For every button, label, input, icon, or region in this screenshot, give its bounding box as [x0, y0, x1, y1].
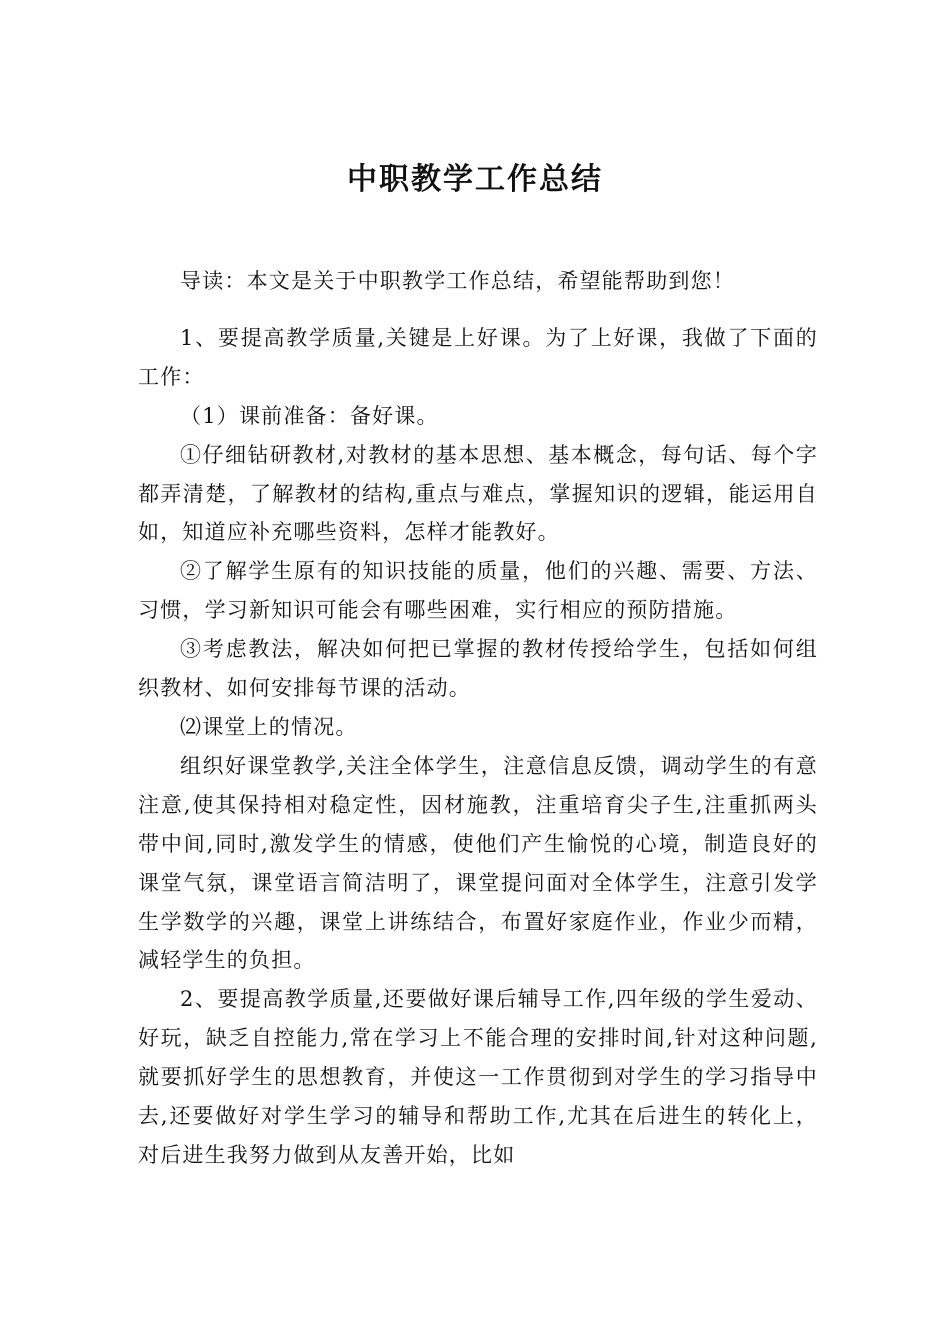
paragraph-subsection-1: （1）课前准备：备好课。 [180, 403, 439, 428]
paragraph-item-3: ③考虑教法，解决如何把已掌握的教材传授给学生，包括如何组织教材、如何安排每节课的活动。 [138, 637, 818, 701]
document-title: 中职教学工作总结 [347, 162, 603, 197]
paragraph-item-2: ②了解学生原有的知识技能的质量，他们的兴趣、需要、方法、习惯，学习新知识可能会有哪些困难，实行相应的预防措施。 [138, 559, 818, 623]
paragraph-section-2: 2、要提高教学质量,还要做好课后辅导工作,四年级的学生爱动、好玩，缺乏自控能力,常在学习上不能合理的安排时间,针对这种问题,就要抓好学生的思想教育，并使这一工作贯彻到对学生的学习指导中去,还要做好对学生学习的辅导和帮助工作,尤其在后进生的转化上，对后进生我努力做到从友善开始，比如 [138, 987, 818, 1167]
document-body [138, 262, 818, 1175]
paragraph-section-1: 1、要提高教学质量,关键是上好课。为了上好课，我做了下面的工作： [138, 325, 818, 389]
paragraph-item-1: ①仔细钻研教材,对教材的基本思想、基本概念，每句话、每个字都弄清楚，了解教材的结构,重点与难点，掌握知识的逻辑，能运用自如，知道应补充哪些资料，怎样才能教好。 [138, 442, 818, 545]
paragraph-subsection-2: ⑵课堂上的情况。 [180, 714, 358, 739]
intro-paragraph: 导读：本文是关于中职教学工作总结，希望能帮助到您！ [180, 269, 735, 293]
paragraph-classroom: 组织好课堂教学,关注全体学生，注意信息反馈，调动学生的有意注意,使其保持相对稳定性，因材施教，注重培育尖子生,注重抓两头带中间,同时,激发学生的情感，使他们产生愉悦的心境，制造良好的课堂气氛，课堂语言简洁明了，课堂提问面对全体学生，注意引发学生学数学的兴趣，课堂上讲练结合，布置好家庭作业，作业少而精，减轻学生的负担。 [138, 753, 818, 973]
